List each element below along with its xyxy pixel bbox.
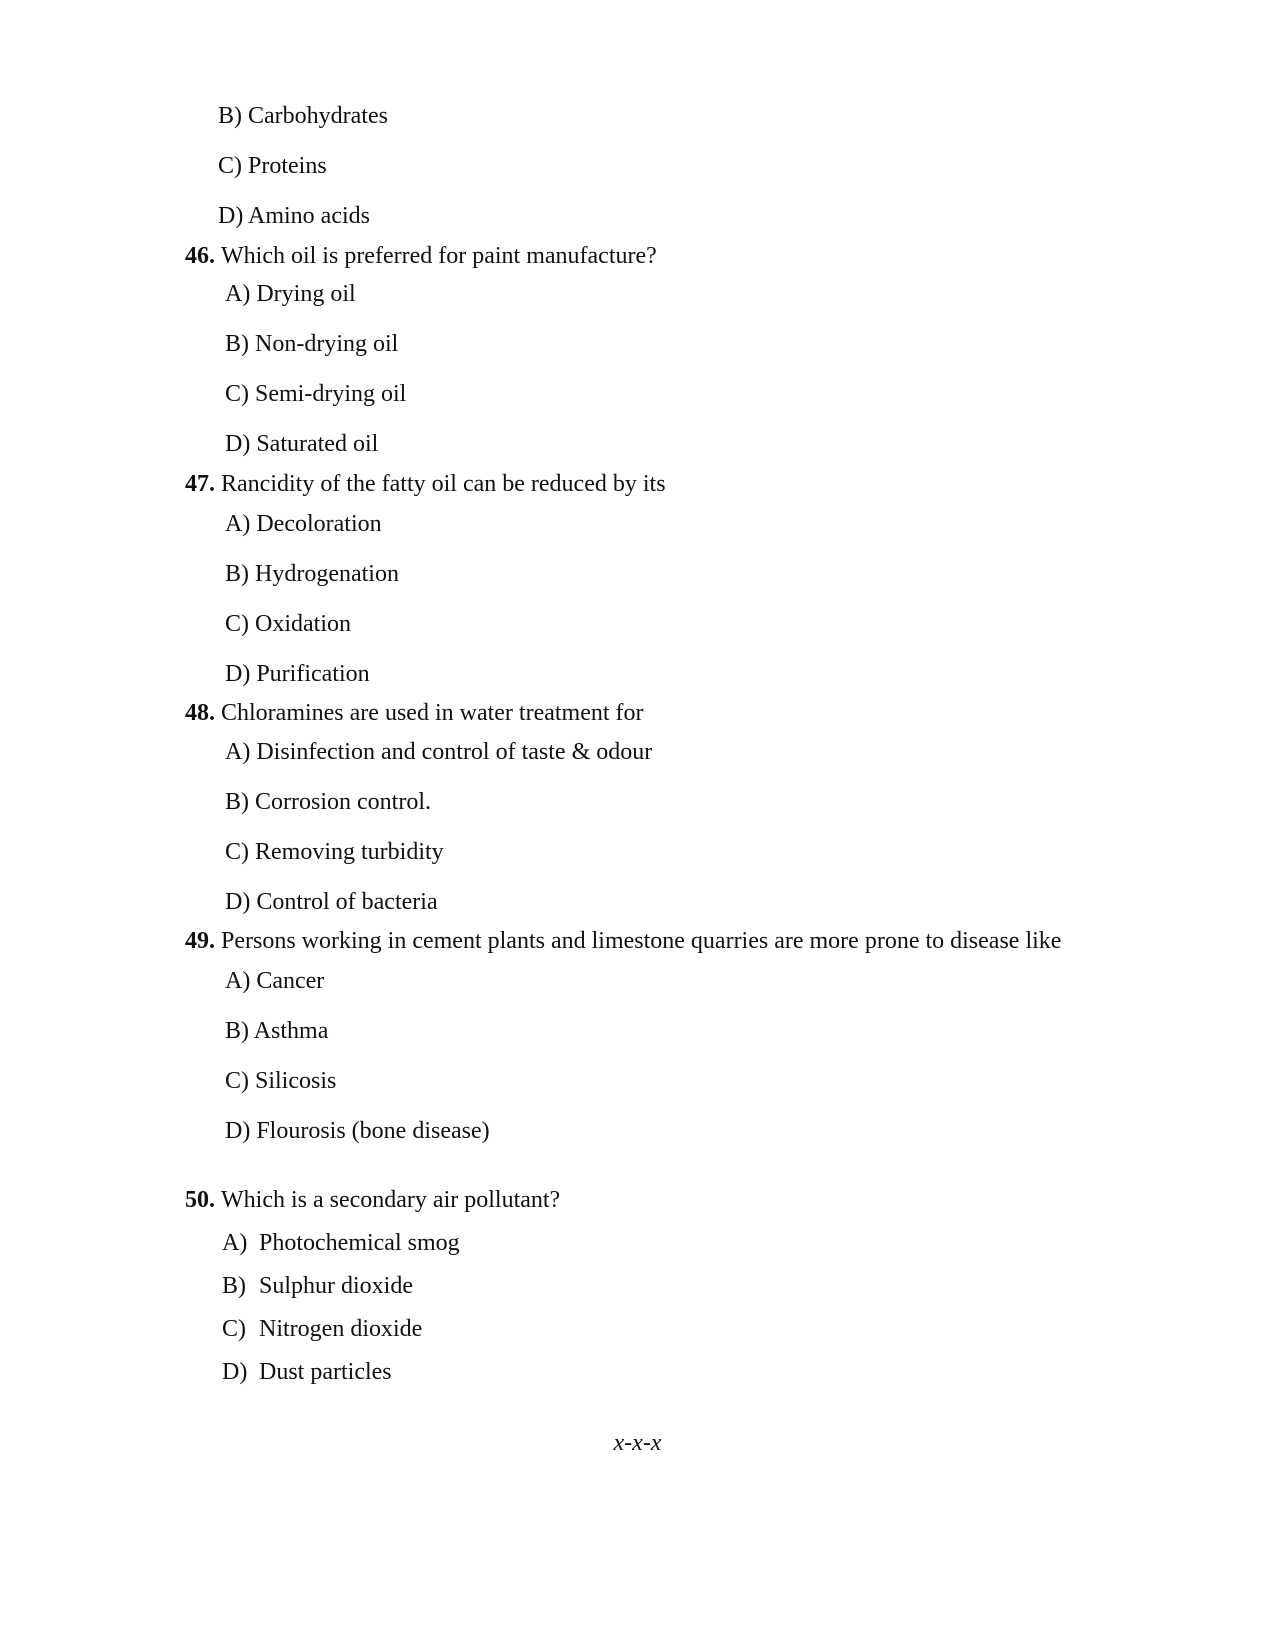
question-47 <box>185 472 666 496</box>
question-47-option-b <box>225 562 399 586</box>
question-50-option-d <box>222 1360 392 1384</box>
question-46 <box>185 244 657 268</box>
option-letter: D) <box>225 889 251 915</box>
question-50 <box>185 1188 560 1212</box>
question-number: 47. <box>185 471 215 497</box>
question-47-option-c <box>225 612 351 636</box>
question-47-option-a <box>225 512 382 536</box>
option-text: Asthma <box>253 1018 329 1044</box>
option-text: Hydrogenation <box>255 561 399 587</box>
option-text: Dust particles <box>259 1359 392 1385</box>
question-50-option-a <box>222 1231 460 1255</box>
question-text: Rancidity of the fatty oil can be reduced by its <box>221 471 666 497</box>
option-letter: B) <box>222 1273 246 1299</box>
question-number: 46. <box>185 243 215 269</box>
question-48-option-c <box>225 840 444 864</box>
end-of-paper-mark: x-x-x <box>613 1430 662 1456</box>
option-letter: C) <box>225 381 249 407</box>
carryover-option-d <box>218 204 370 228</box>
option-text: Photochemical smog <box>259 1230 460 1256</box>
carryover-option-c <box>218 154 327 178</box>
option-text: Drying oil <box>256 281 356 307</box>
option-text: Flourosis (bone disease) <box>256 1118 490 1144</box>
question-49-option-a <box>225 969 324 993</box>
option-text: Sulphur dioxide <box>259 1273 413 1299</box>
option-letter: A) <box>225 511 251 537</box>
option-letter: D) <box>225 431 251 457</box>
question-48 <box>185 701 644 725</box>
question-46-option-c <box>225 382 406 406</box>
option-letter: A) <box>222 1230 248 1256</box>
option-letter: C) <box>225 839 249 865</box>
option-text: Cancer <box>256 968 325 994</box>
option-text: Corrosion control. <box>255 789 431 815</box>
option-text: Purification <box>256 661 370 687</box>
option-letter: D) <box>225 661 251 687</box>
question-46-option-b <box>225 332 398 356</box>
question-48-option-d <box>225 890 438 914</box>
question-49-option-d <box>225 1119 490 1143</box>
question-49-option-b <box>225 1019 328 1043</box>
carryover-option-b <box>218 104 388 128</box>
option-text: Amino acids <box>248 203 370 229</box>
question-text: Persons working in cement plants and limestone quarries are more prone to disease like <box>221 928 1062 954</box>
option-text: Decoloration <box>256 511 382 537</box>
question-number: 50. <box>185 1187 215 1213</box>
option-letter: C) <box>222 1316 246 1342</box>
question-50-option-c <box>222 1317 422 1341</box>
question-49-option-c <box>225 1069 336 1093</box>
option-letter: D) <box>225 1118 251 1144</box>
question-46-option-d <box>225 432 378 456</box>
question-48-option-a <box>225 740 652 764</box>
option-text: Silicosis <box>255 1068 337 1094</box>
option-letter: B) <box>218 103 242 129</box>
option-text: Proteins <box>248 153 327 179</box>
question-text: Which is a secondary air pollutant? <box>221 1187 561 1213</box>
option-letter: A) <box>225 739 251 765</box>
option-letter: B) <box>225 789 249 815</box>
option-letter: D) <box>222 1359 248 1385</box>
option-letter: A) <box>225 281 251 307</box>
option-text: Oxidation <box>255 611 351 637</box>
question-47-option-d <box>225 662 370 686</box>
option-letter: D) <box>218 203 244 229</box>
question-50-option-b <box>222 1274 413 1298</box>
option-text: Non-drying oil <box>255 331 399 357</box>
option-text: Removing turbidity <box>255 839 444 865</box>
option-text: Semi-drying oil <box>255 381 407 407</box>
question-number: 48. <box>185 700 215 726</box>
question-49 <box>185 929 1061 953</box>
option-text: Carbohydrates <box>248 103 388 129</box>
option-letter: A) <box>225 968 251 994</box>
option-text: Control of bacteria <box>256 889 438 915</box>
question-48-option-b <box>225 790 431 814</box>
option-text: Nitrogen dioxide <box>259 1316 423 1342</box>
question-46-option-a <box>225 282 356 306</box>
option-text: Disinfection and control of taste & odour <box>256 739 653 765</box>
option-letter: C) <box>218 153 242 179</box>
question-number: 49. <box>185 928 215 954</box>
question-text: Which oil is preferred for paint manufacture? <box>221 243 657 269</box>
option-letter: C) <box>225 611 249 637</box>
option-letter: B) <box>225 331 249 357</box>
option-letter: B) <box>225 1018 249 1044</box>
option-text: Saturated oil <box>256 431 379 457</box>
question-text: Chloramines are used in water treatment for <box>221 700 644 726</box>
option-letter: B) <box>225 561 249 587</box>
option-letter: C) <box>225 1068 249 1094</box>
